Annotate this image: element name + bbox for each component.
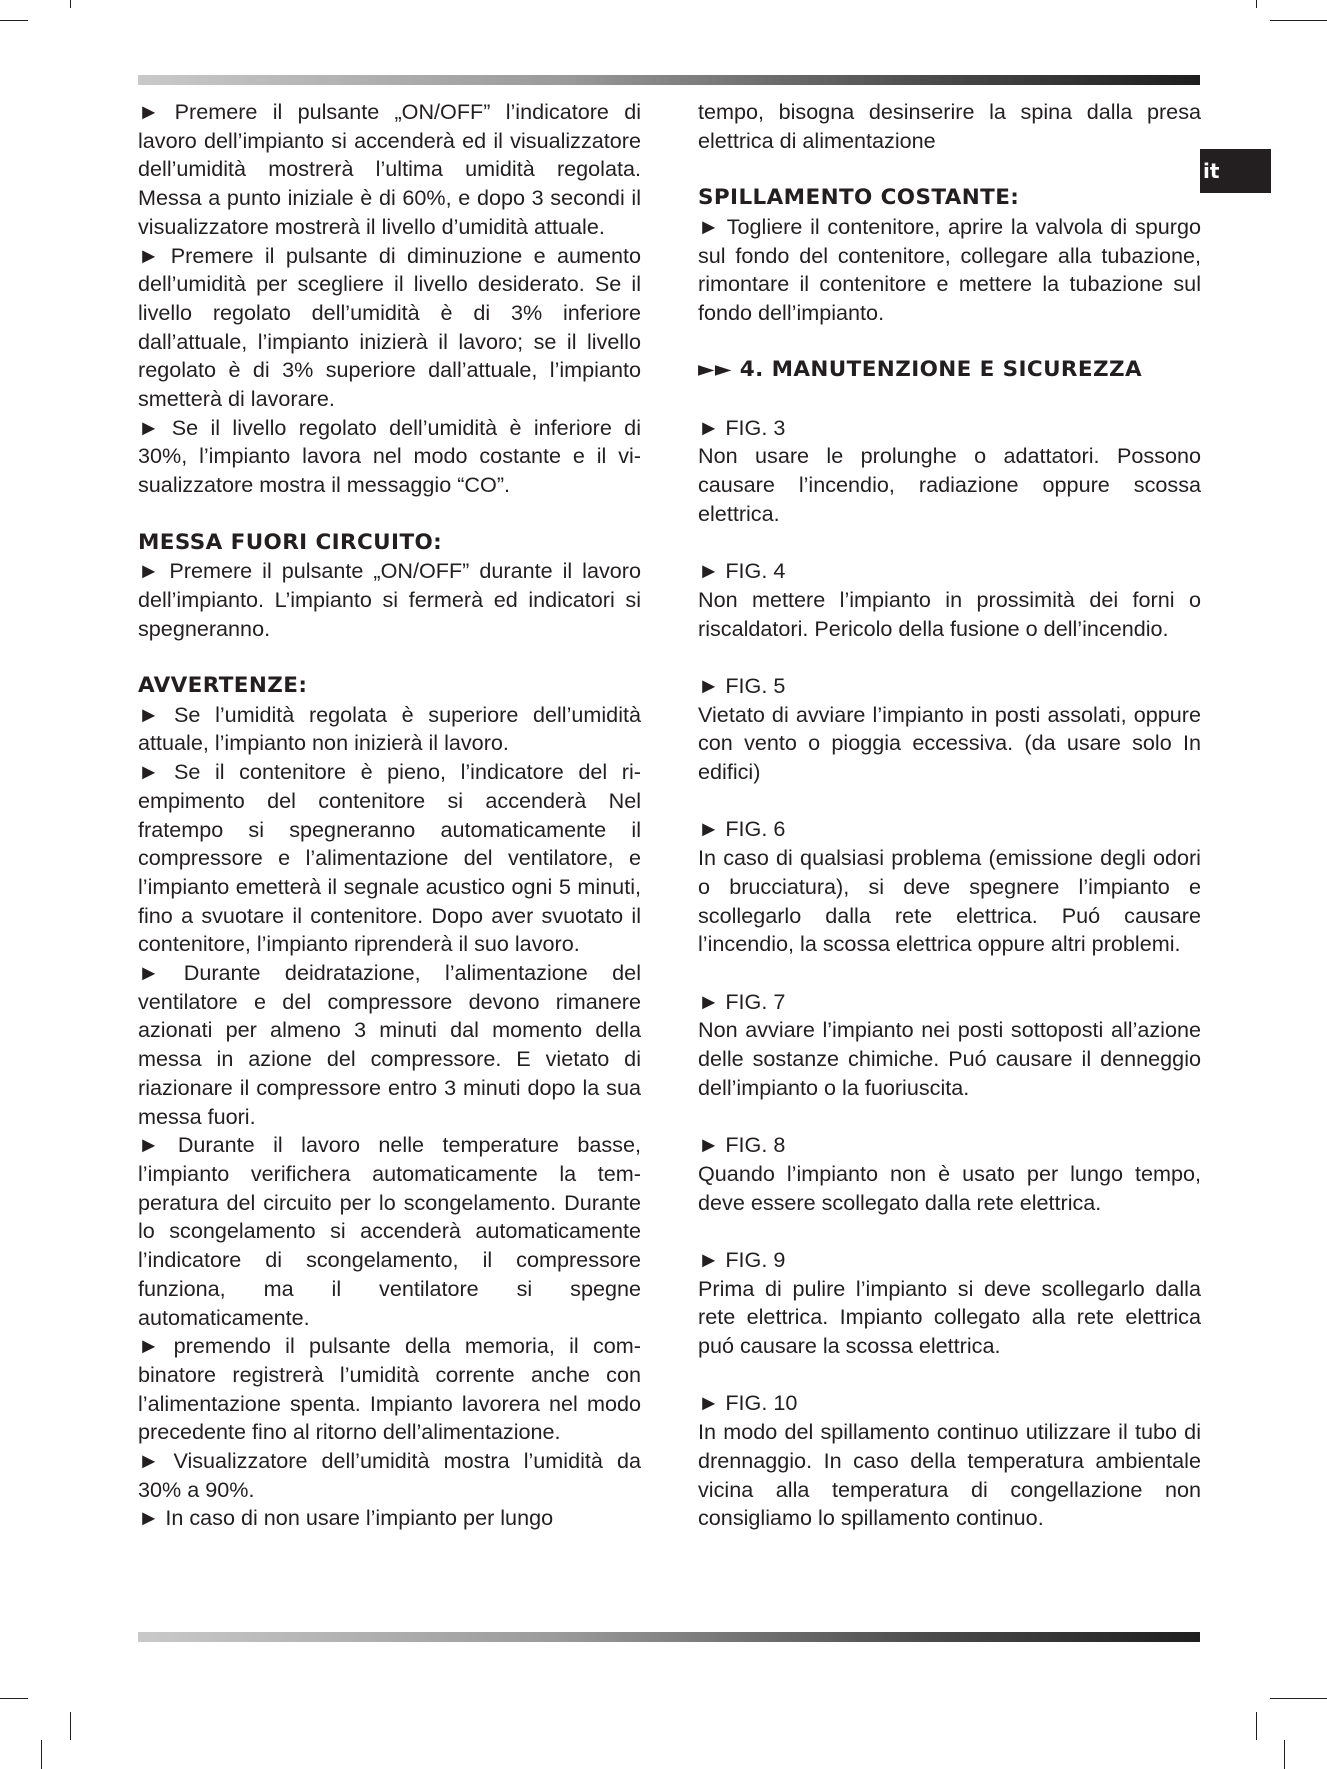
crop-mark-top-right-v [1256, 0, 1257, 8]
crop-mark-top-left-v [70, 0, 71, 8]
figure-text: Non usare le prolunghe o adattatori. Possono causare l’incendio, radiazione oppure scossa elettrica. [698, 443, 1201, 526]
crop-mark-bottom-left-v1 [41, 1740, 42, 1769]
figure-text: Prima di pulire l’impianto si deve scollegarlo dalla rete elettrica. Impianto collegato alla rete elettrica puó causare la scossa elettrica. [698, 1275, 1201, 1359]
figure-label: ► FIG. 3 [698, 414, 786, 440]
section-heading-drain: SPILLAMENTO COSTANTE: [698, 185, 1020, 211]
top-gradient-rule [138, 75, 1200, 85]
figure-text: Non mettere l’impianto in prossimità dei forni o riscaldatori. Pericolo della fusione o dell’incendio. [698, 586, 1201, 641]
crop-mark-top-right-h [1270, 20, 1327, 21]
paragraph: ► Visualizzatore dell’umidità mostra l’umidità da 30% a 90%. [138, 1448, 641, 1502]
crop-mark-bottom-left-v2 [70, 1712, 71, 1740]
crop-mark-bottom-right-v1 [1256, 1712, 1257, 1740]
paragraph: tempo, bisogna desinserire la spina dalla presa elettrica di alimentazione [698, 99, 1201, 153]
crop-mark-bottom-right-h [1270, 1698, 1327, 1699]
section-heading-warnings: AVVERTENZE: [138, 673, 308, 699]
paragraph: ► Premere il pulsante „ON/OFF” l’indicatore di lavoro dell’impianto si accenderà ed il visualizzatore dell’umidità mostrerà l’ultima umidità regolata. Messa a punto iniziale è di 60%, e dopo 3 secondi il visualizzatore mostrerà il livello d’umidità attuale. [138, 99, 641, 239]
crop-mark-bottom-left-h [0, 1698, 28, 1699]
language-tab: it [1200, 149, 1271, 193]
paragraph: ► premendo il pulsante della memoria, il combinatore registrerà l’umidità corrente anche con l’alimentazione spenta. Impianto lavorera nel modo precedente fino al ritorno dell’alimentazione. [138, 1333, 641, 1445]
section-heading-shutdown: MESSA FUORI CIRCUITO: [138, 529, 443, 555]
figure-text: In caso di qualsiasi problema (emissione degli odori o brucciatura), si deve spegnere l’impianto e scollegarlo dalla rete elettrica. Puó causare l’incendio, la scossa elettrica oppure altri problemi. [698, 845, 1201, 957]
right-column [698, 98, 1201, 1533]
figure-text: Quando l’impianto non è usato per lungo tempo, deve essere scollegato dalla rete elettrica. [698, 1160, 1201, 1215]
paragraph: ► Premere il pulsante „ON/OFF” durante il lavoro dell’impianto. L’impianto si fermerà ed indicatori si spegneranno. [138, 558, 641, 641]
paragraph: ► Togliere il contenitore, aprire la valvola di spurgo sul fondo del contenitore, collegare alla tubazione, rimontare il contenitore e mettere la tubazione sul fondo dell’impianto. [698, 213, 1201, 325]
paragraph: ► Se il contenitore è pieno, l’indicatore del riempimento del contenitore si accenderà Nel fratempo si spegneranno automaticamente il compressore e l’alimentazione del ventilatore, e l’impianto emetterà il segnale acustico ogni 5 minuti, fino a svuotare il contenitore. Dopo aver svuotato il contenitore, l’impianto riprenderà il suo lavoro. [138, 759, 641, 957]
figure-text: In modo del spillamento continuo utilizzare il tubo di drennaggio. In caso della temperatura ambientale vicina alla temperatura di congellazione non consigliamo lo spillamento continuo. [698, 1419, 1201, 1531]
paragraph: ► In caso di non usare l’impianto per lungo [138, 1505, 554, 1531]
paragraph: ► Durante deidratazione, l’alimentazione del ventilatore e del compressore devono rimanere azionati per almeno 3 minuti dal momento della messa in azione del compressore. E vietato di riazionare il compressore entro 3 minuti dopo la sua messa fuori. [138, 960, 641, 1129]
paragraph: ► Se il livello regolato dell’umidità è inferiore di 30%, l’impianto lavora nel modo costante e il visualizzatore mostra il messaggio “CO”. [138, 414, 641, 498]
paragraph: ► Se l’umidità regolata è superiore dell’umidità attuale, l’impianto non inizierà il lavoro. [138, 701, 641, 756]
left-column [138, 98, 641, 1533]
figure-label: ► FIG. 7 [698, 988, 786, 1014]
bottom-gradient-rule [138, 1632, 1200, 1642]
crop-mark-top-left-h [0, 20, 28, 21]
figure-label: ► FIG. 8 [698, 1132, 786, 1158]
figure-text: Vietato di avviare l’impianto in posti assolati, oppure con vento o pioggia eccessiva. (da usare solo In edifici) [698, 701, 1201, 785]
figure-label: ► FIG. 5 [698, 672, 786, 698]
paragraph: ► Durante il lavoro nelle temperature basse, l’impianto verifichera automaticamente la temperatura del circuito per lo scongelamento. Durante lo scongelamento si accenderà automaticamente l’indicatore di scongelamento, il compressore funziona, ma il ventilatore si spegne automaticamente. [138, 1132, 641, 1330]
figure-label: ► FIG. 4 [698, 558, 786, 584]
figure-label: ► FIG. 9 [698, 1246, 786, 1272]
chapter-heading-maintenance: ►► 4. MANUTENZIONE E SICUREZZA [698, 357, 1142, 383]
paragraph: ► Premere il pulsante di diminuzione e aumento dell’umidità per scegliere il livello desiderato. Se il livello regolato dell’umidità è di 3% inferiore dall’attuale, l’impianto inizierà il lavoro; se il livello regolato è di 3% superiore dall’attuale, l’impianto smetterà di lavorare. [138, 242, 641, 412]
figure-text: Non avviare l’impianto nei posti sottoposti all’azione delle sostanze chimiche. Puó causare il denneggio dell’impianto o la fuoriuscita. [698, 1017, 1201, 1100]
figure-label: ► FIG. 10 [698, 1390, 798, 1416]
figure-label: ► FIG. 6 [698, 816, 786, 842]
crop-mark-bottom-right-v2 [1284, 1740, 1285, 1769]
